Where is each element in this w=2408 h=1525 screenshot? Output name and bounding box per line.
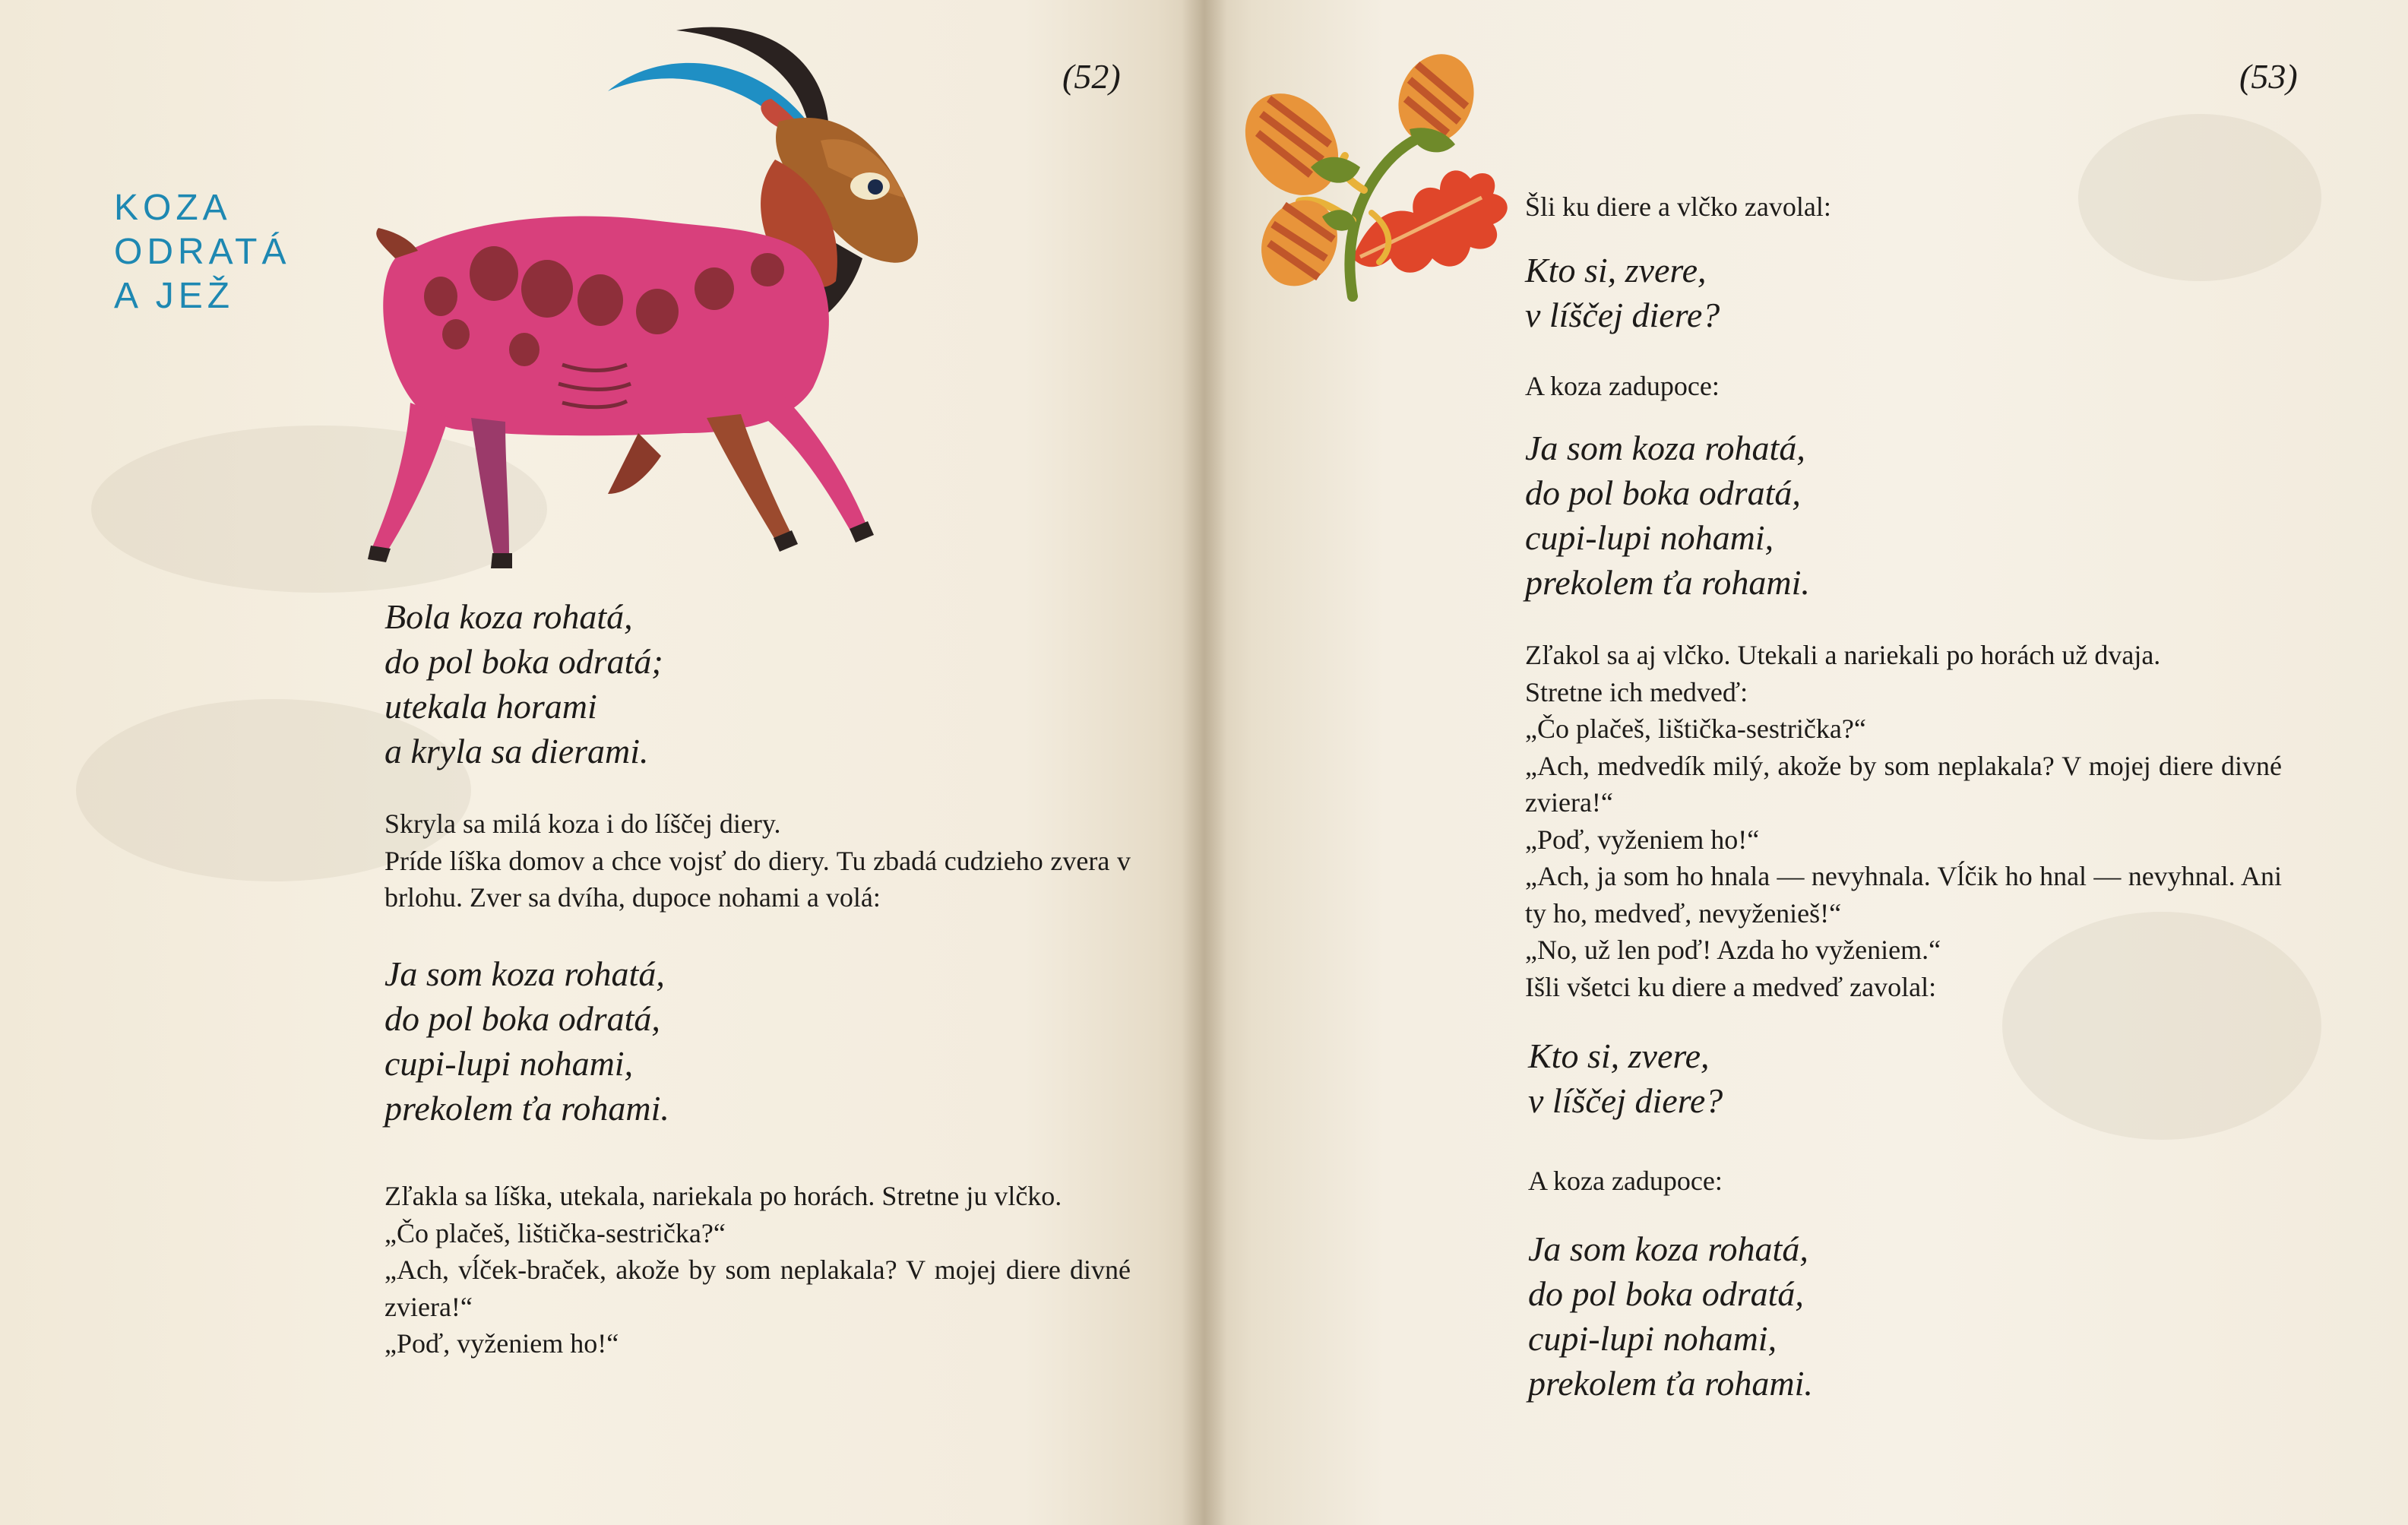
verse-line: Ja som koza rohatá, bbox=[1528, 1229, 1808, 1268]
paragraph: „Čo plačeš, lištička-sestrička?“ bbox=[384, 1217, 726, 1248]
paragraph: Zľakol sa aj vlčko. Utekali a nariekali po horách už dvaja. bbox=[1525, 640, 2161, 670]
page-number-left: (52) bbox=[1062, 57, 1121, 96]
verse-line: prekolem ťa rohami. bbox=[1528, 1364, 1813, 1403]
verse-line: prekolem ťa rohami. bbox=[1525, 563, 1810, 602]
koza-line-1 bbox=[1525, 368, 1981, 405]
verse-line: cupi-lupi nohami, bbox=[384, 1044, 634, 1083]
verse-line: Kto si, zvere, bbox=[1528, 1036, 1710, 1075]
paragraph: Stretne ich medveď: bbox=[1525, 676, 1748, 707]
verse-block-5 bbox=[1528, 1033, 1723, 1123]
verse-line: Kto si, zvere, bbox=[1525, 251, 1707, 289]
goat-leg bbox=[707, 414, 790, 539]
verse-line: v líščej diere? bbox=[1525, 296, 1720, 334]
acorn-oak-leaf-illustration bbox=[1239, 53, 1520, 312]
paragraph: „Poď, vyženiem ho!“ bbox=[1525, 824, 1760, 855]
paragraph: „Ach, vĺček-braček, akože by som neplakala? V mojej diere divné zviera!“ bbox=[384, 1254, 1131, 1322]
verse-line: v líščej diere? bbox=[1528, 1081, 1723, 1120]
verse-line: Ja som koza rohatá, bbox=[384, 954, 665, 993]
prose-block-1 bbox=[384, 805, 1131, 916]
koza-line-2 bbox=[1528, 1163, 1984, 1200]
paragraph: A koza zadupoce: bbox=[1525, 371, 1720, 401]
paragraph: „No, už len poď! Azda ho vyženiem.“ bbox=[1525, 935, 1941, 965]
goat-leg bbox=[372, 403, 448, 551]
prose-block-3 bbox=[1525, 637, 2282, 1005]
verse-line: utekala horami bbox=[384, 687, 597, 726]
paragraph: Išli všetci ku diere a medveď zavolal: bbox=[1525, 971, 1937, 1002]
bleed-through-shadow bbox=[2078, 114, 2321, 281]
title-line: A JEŽ bbox=[114, 276, 235, 316]
verse-line: Ja som koza rohatá, bbox=[1525, 429, 1805, 467]
paragraph: Zľakla sa líška, utekala, nariekala po horách. Stretne ju vlčko. bbox=[384, 1181, 1062, 1211]
verse-line: prekolem ťa rohami. bbox=[384, 1089, 669, 1128]
book-gutter bbox=[1182, 0, 1227, 1525]
acorn bbox=[1239, 75, 1360, 213]
verse-block-6 bbox=[1528, 1226, 1813, 1406]
verse-line: Bola koza rohatá, bbox=[384, 597, 633, 636]
paragraph: „Ach, medvedík milý, akože by som neplakala? V mojej diere divné zviera!“ bbox=[1525, 750, 2282, 818]
paragraph: Šli ku diere a vlčko zavolal: bbox=[1525, 191, 1831, 222]
verse-line: a kryla sa dierami. bbox=[384, 732, 649, 770]
paragraph: „Poď, vyženiem ho!“ bbox=[384, 1328, 619, 1359]
prose-line-1 bbox=[1525, 188, 1981, 226]
verse-block-3 bbox=[1525, 248, 1720, 337]
goat-illustration bbox=[365, 8, 957, 585]
verse-line: cupi-lupi nohami, bbox=[1528, 1319, 1777, 1358]
paragraph: Skryla sa milá koza i do líščej diery. bbox=[384, 808, 781, 839]
acorn bbox=[1248, 188, 1356, 299]
paragraph: „Čo plačeš, lištička-sestrička?“ bbox=[1525, 713, 1866, 744]
paragraph: Príde líška domov a chce vojsť do diery. Tu zbadá cudzieho zvera v brlohu. Zver sa dvíha, dupoce nohami a volá: bbox=[384, 845, 1131, 913]
goat-leg bbox=[471, 418, 509, 555]
title-line: KOZA bbox=[114, 188, 232, 228]
right-page bbox=[1204, 0, 2408, 1525]
page-number-right: (53) bbox=[2239, 57, 2298, 96]
story-title bbox=[114, 186, 290, 318]
paragraph: „Ach, ja som ho hnala — nevyhnala. Vĺčik ho hnal — nevyhnal. Ani ty ho, medveď, nevyženieš!“ bbox=[1525, 861, 2282, 929]
paragraph: A koza zadupoce: bbox=[1528, 1166, 1723, 1196]
goat-hooves bbox=[368, 521, 874, 568]
title-line: ODRATÁ bbox=[114, 232, 291, 272]
verse-line: do pol boka odratá, bbox=[384, 999, 660, 1038]
verse-block-1 bbox=[384, 594, 663, 774]
verse-block-4 bbox=[1525, 426, 1810, 605]
verse-line: cupi-lupi nohami, bbox=[1525, 518, 1774, 557]
verse-block-2 bbox=[384, 951, 669, 1131]
verse-line: do pol boka odratá, bbox=[1528, 1274, 1804, 1313]
verse-line: do pol boka odratá, bbox=[1525, 473, 1801, 512]
prose-block-2 bbox=[384, 1178, 1131, 1362]
acorn bbox=[1386, 53, 1486, 154]
verse-line: do pol boka odratá; bbox=[384, 642, 663, 681]
